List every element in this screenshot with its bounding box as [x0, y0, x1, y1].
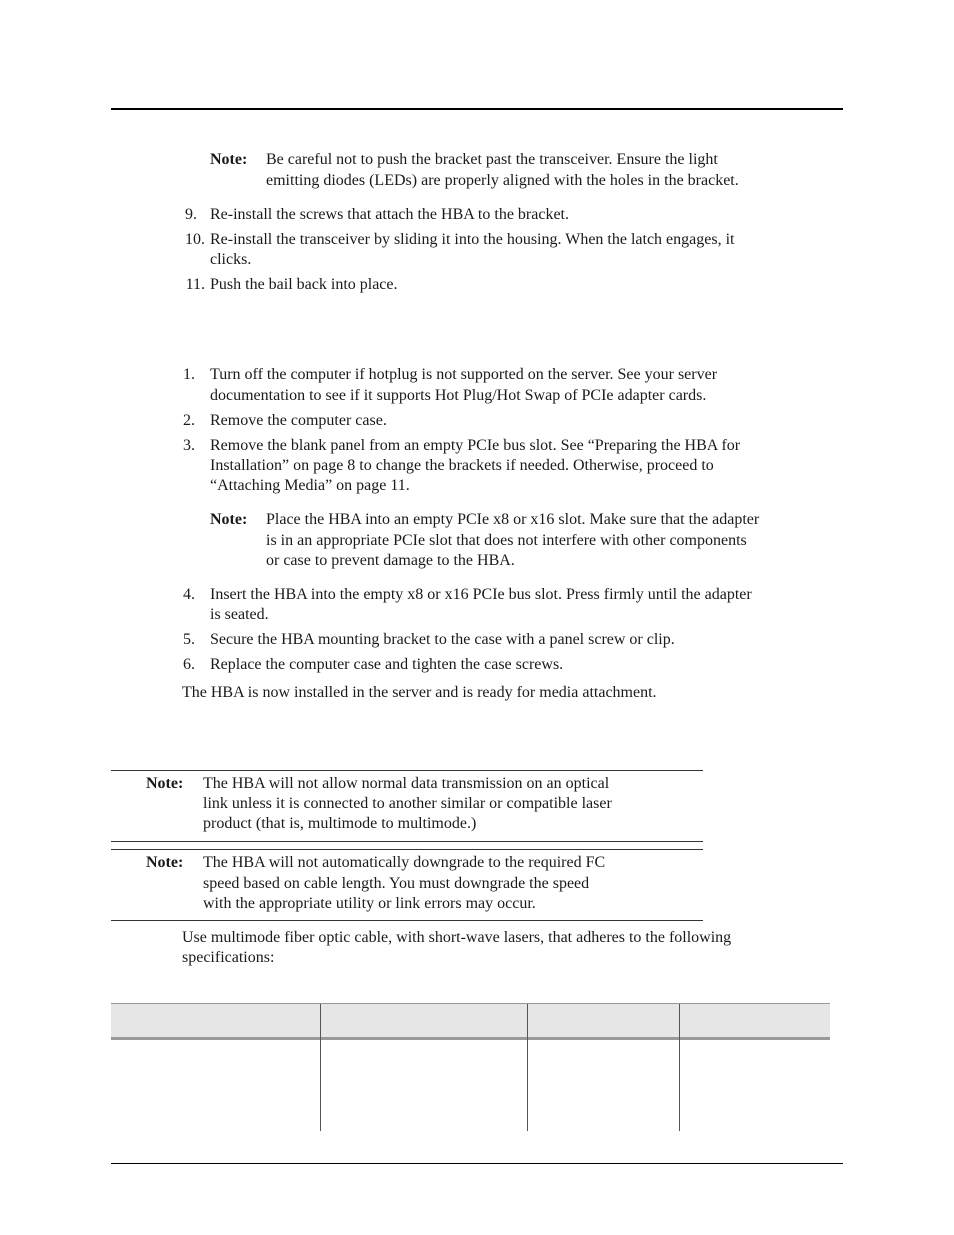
- install-complete-text: The HBA is now installed in the server and is ready for media attachment.: [182, 684, 657, 701]
- step-number: 5.: [183, 631, 195, 648]
- note-line: The HBA will not allow normal data transmission on an optical: [203, 775, 610, 792]
- header-rule: [111, 108, 843, 110]
- footer-rule: [111, 1163, 843, 1164]
- note-label: Note:: [146, 854, 184, 871]
- step-text: Re-install the screws that attach the HBA to the bracket.: [210, 206, 569, 223]
- box-rule: [111, 920, 703, 921]
- step-number: 6.: [183, 656, 195, 673]
- step-number: 11.: [185, 276, 205, 293]
- step-text: Secure the HBA mounting bracket to the case with a panel screw or clip.: [210, 631, 675, 648]
- step-text: Remove the computer case.: [210, 412, 387, 429]
- table-header-rule: [111, 1037, 830, 1040]
- note-line: link unless it is connected to another similar or compatible laser: [203, 795, 612, 812]
- table-column-divider: [320, 1004, 321, 1131]
- step-number: 2.: [183, 412, 195, 429]
- note-line: speed based on cable length. You must downgrade the speed: [203, 875, 590, 892]
- step-text: Re-install the transceiver by sliding it into the housing. When the latch engages, it: [210, 231, 735, 248]
- note-line: emitting diodes (LEDs) are properly aligned with the holes in the bracket.: [266, 172, 739, 189]
- step-text: Insert the HBA into the empty x8 or x16 PCIe bus slot. Press firmly until the adapter: [210, 586, 752, 603]
- note-line: Be careful not to push the bracket past the transceiver. Ensure the light: [266, 151, 718, 168]
- step-number: 9.: [185, 206, 197, 223]
- cable-intro-line: Use multimode fiber optic cable, with short-wave lasers, that adheres to the following: [182, 929, 732, 946]
- table-column-divider: [679, 1004, 680, 1131]
- step-text: Turn off the computer if hotplug is not supported on the server. See your server: [210, 366, 718, 383]
- table-header: [111, 1003, 830, 1038]
- note-label: Note:: [210, 511, 248, 528]
- note-label: Note:: [146, 775, 184, 792]
- step-number: 4.: [183, 586, 195, 603]
- step-text: Push the bail back into place.: [210, 276, 398, 293]
- step-number: 1.: [183, 366, 195, 383]
- note-line: The HBA will not automatically downgrade to the required FC: [203, 854, 606, 871]
- note-line: product (that is, multimode to multimode.): [203, 815, 477, 832]
- table-column-divider: [527, 1004, 528, 1131]
- note-label: Note:: [210, 151, 248, 168]
- note-line: with the appropriate utility or link errors may occur.: [203, 895, 536, 912]
- note-line: or case to prevent damage to the HBA.: [266, 552, 515, 569]
- step-text: Installation” on page 8 to change the brackets if needed. Otherwise, proceed to: [210, 457, 714, 474]
- step-number: 10.: [185, 231, 205, 248]
- step-number: 3.: [183, 437, 195, 454]
- step-text: Replace the computer case and tighten the case screws.: [210, 656, 564, 673]
- step-text: “Attaching Media” on page 11.: [210, 477, 410, 494]
- note-line: Place the HBA into an empty PCIe x8 or x16 slot. Make sure that the adapter: [266, 511, 760, 528]
- step-text: is seated.: [210, 606, 269, 623]
- box-rule: [111, 849, 703, 850]
- note-line: is in an appropriate PCIe slot that does not interfere with other components: [266, 532, 747, 549]
- cable-intro-line: specifications:: [182, 949, 275, 966]
- step-text: documentation to see if it supports Hot Plug/Hot Swap of PCIe adapter cards.: [210, 387, 707, 404]
- step-text: Remove the blank panel from an empty PCIe bus slot. See “Preparing the HBA for: [210, 437, 741, 454]
- box-rule: [111, 841, 703, 842]
- step-text: clicks.: [210, 251, 252, 268]
- box-rule: [111, 770, 703, 771]
